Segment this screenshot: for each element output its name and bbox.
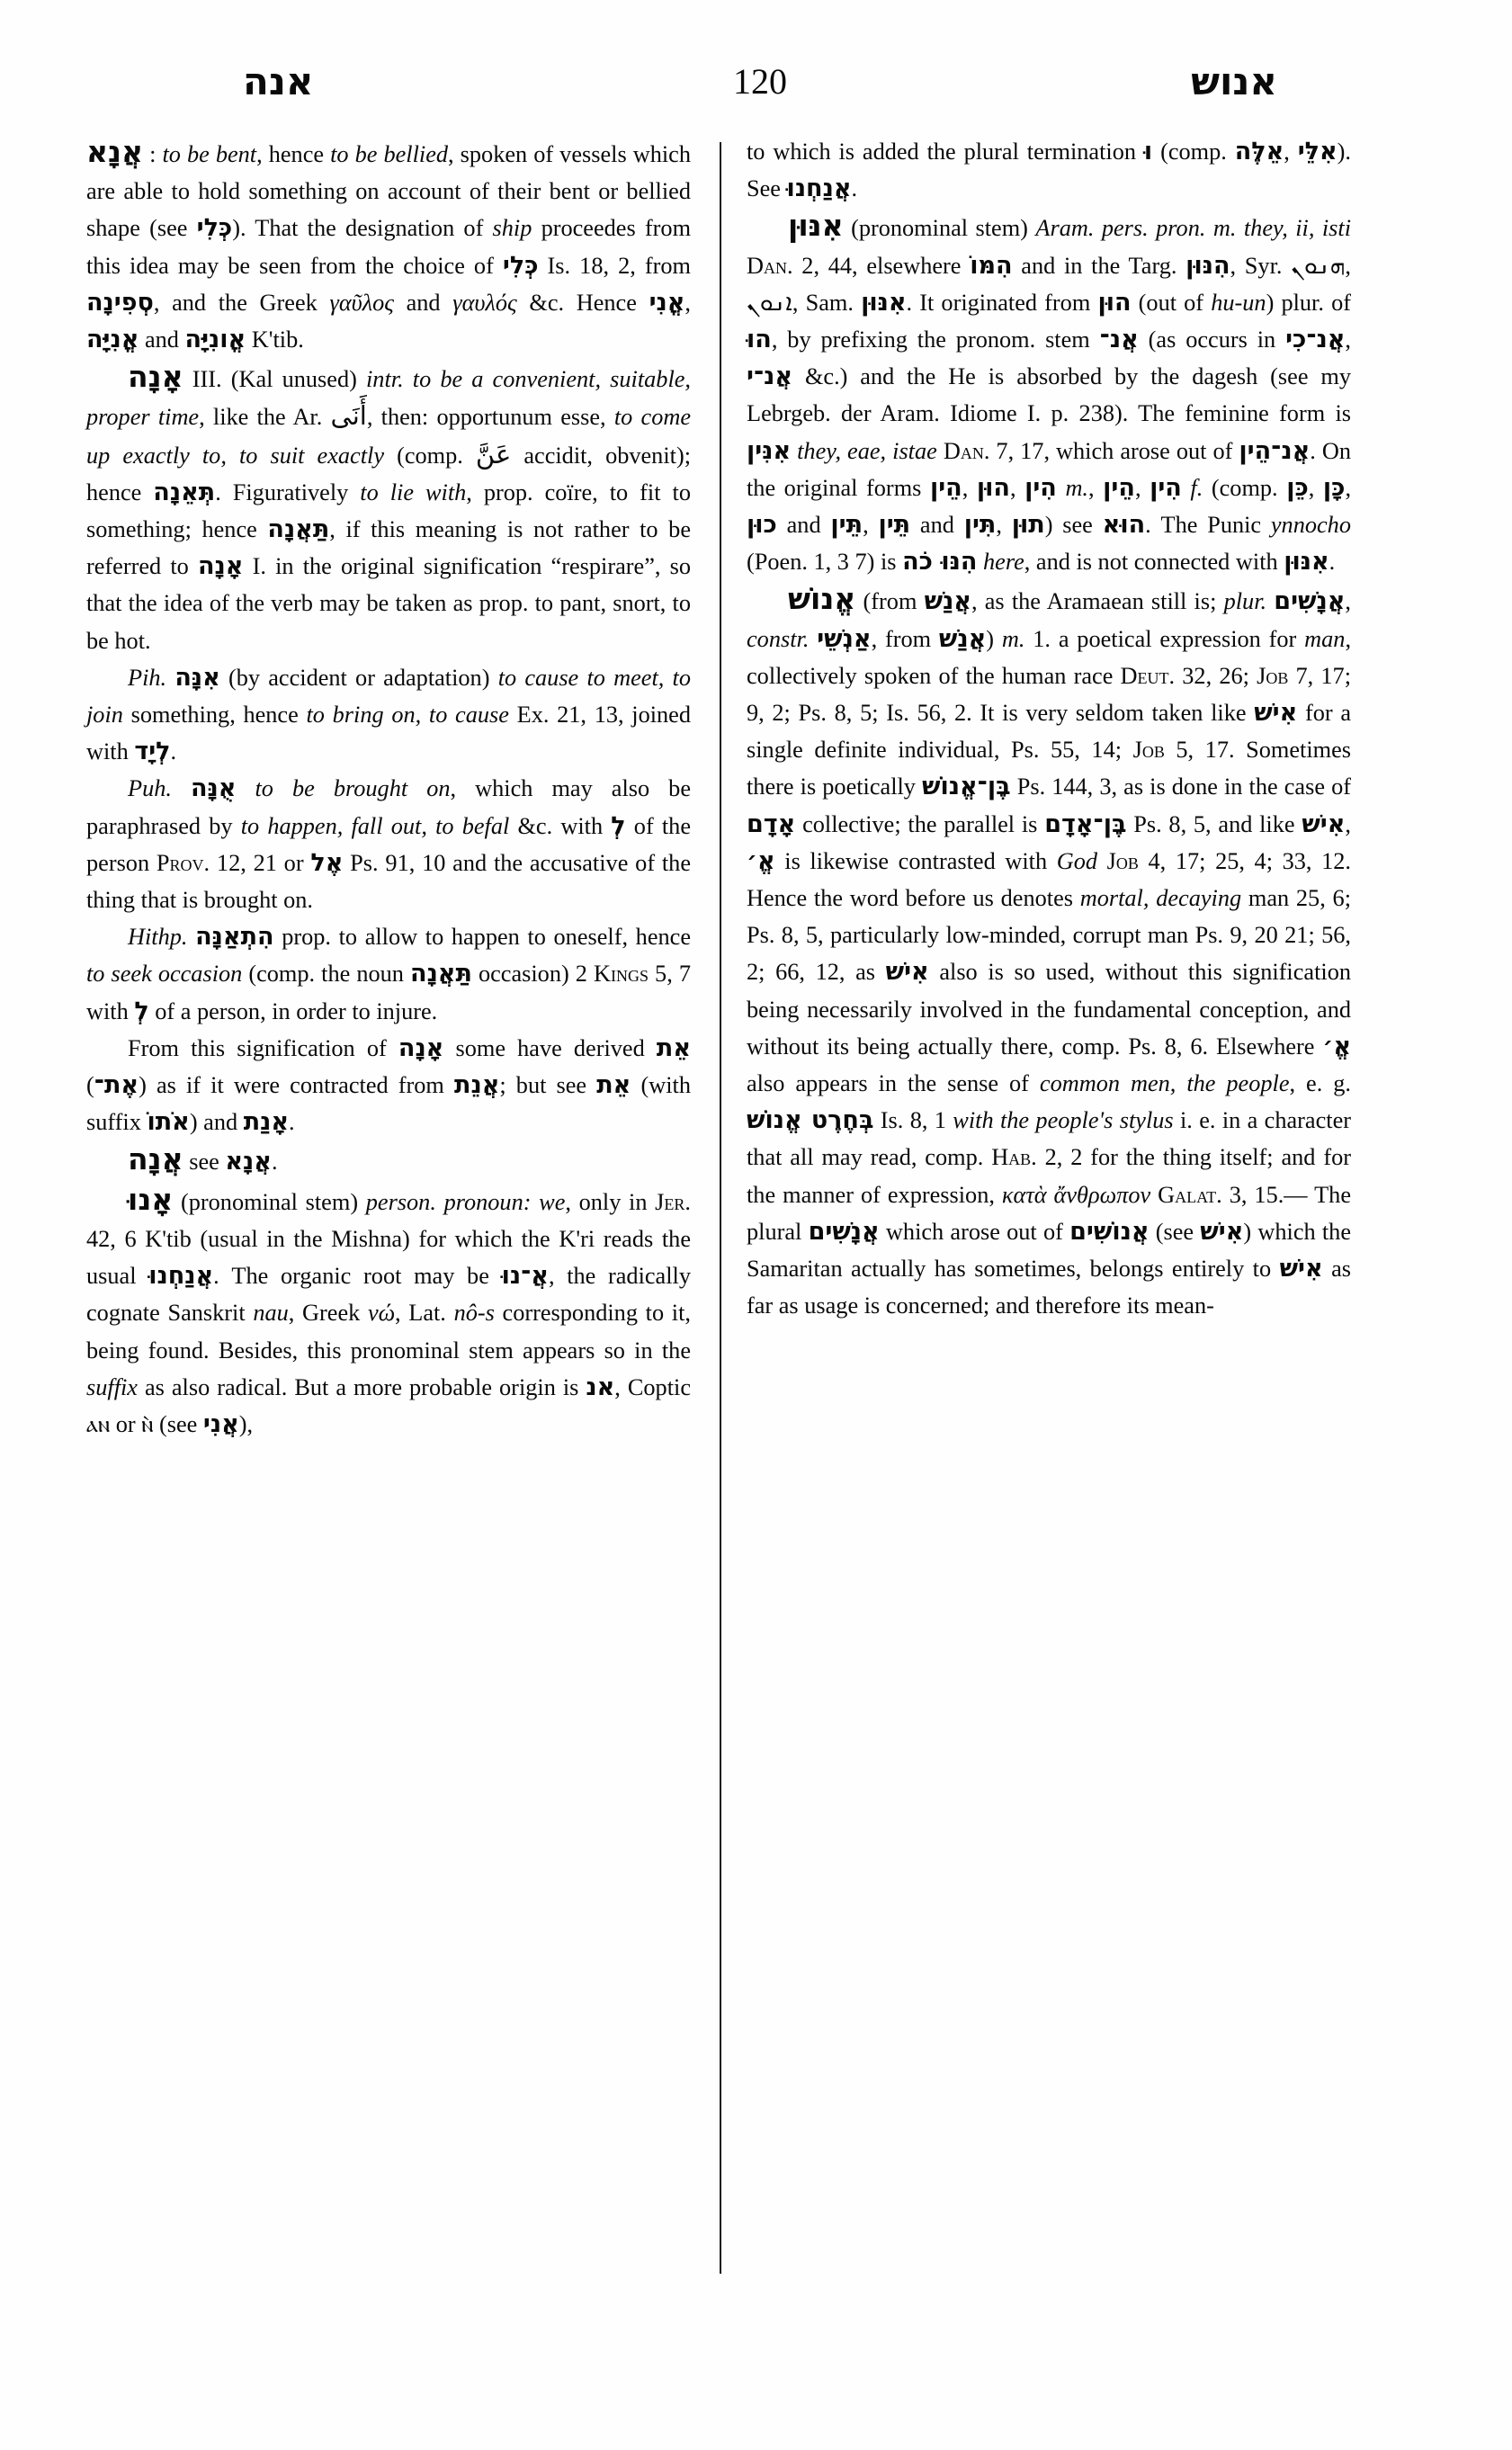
dictionary-entry: Puh. אֻנָּה to be brought on, which may also be paraphrased by to happen, fall out, to befal &c. with לְ of the person Prov. 12, 21 or אֶל Ps. 91, 10 and the accusative of the thing that is brought on. [86,774,692,914]
running-head-left-lemma: אנה [243,59,314,103]
dictionary-entry: אָנוּ (pronominal stem) person. pronoun: we, only in Jer. 42, 6 K'tib (usual in the Mishna) for which the K'ri reads the usual אֲנַחְנוּ. The organic root may be אֲ־נוּ, the radically cognate Sanskrit nau, Greek νώ, Lat. nô-s corresponding to it, being found. Besides, this pronominal stem appears so in the suffix as also radical. But a more probable origin is אנ, Coptic ⲁⲛ or ⲛ̀ (see אֲנִי), [86,1181,691,1438]
dictionary-entry: Hithp. הִתְאַנָּה prop. to allow to happen to oneself, hence to seek occasion (comp. the noun תַּאֲנָה occasion) 2 Kings 5, 7 with לְ of a person, in order to injure. [86,923,691,1025]
running-head [135,56,1385,119]
page-number: 120 [733,61,787,102]
dictionary-entry: אֲנָא : to be bent, hence to be bellied, spoken of vessels which are able to hold something on account of their bent or bellied shape (see כְּלִי). That the designation of ship proceedes from this idea may be seen from the choice of כְּלִי Is. 18, 2, from סְפִינָה, and the Greek γαῦλος and γαυλός &c. Hence אֳנִי, אֳנִיָּה and אֳונִיָּה K'tib. [86,134,692,354]
dictionary-entry: From this signification of אָנָה some have derived אֵת (אֶת־) as if it were contracted from אֲנֵת; but see אֵת (with suffix אֹתוֹ) and אָנַת. [86,1033,691,1137]
dictionary-entry: אֱנוֹשׁ (from אֲנַשׁ, as the Aramaean still is; plur. אֲנָשִׁים, constr. אַנְשֵׁי, from אֲנַשׁ) m. 1. a poetical expression for man, collectively spoken of the human race Deut. 32, 26; Job 7, 17; 9, 2; Ps. 8, 5; Is. 56, 2. It is very seldom taken like אִישׁ for a single definite individual, Ps. 55, 14; Job 5, 17. Sometimes there is poetically בֶּן־אֱנוֹשׁ Ps. 144, 3, as is done in the case of אָדָם collective; the parallel is בֶּן־אָדָם Ps. 8, 5, and like אִישׁ, אֱ׳ is likewise contrasted with God Job 4, 17; 25, 4; 33, 12. Hence the word before us denotes mortal, decaying man 25, 6; Ps. 8, 5, particularly low-minded, corrupt man Ps. 9, 20 21; 56, 2; 66, 12, as אִישׁ also is so used, without this signification being necessarily involved in the fundamental conception, and without its being actually there, comp. Ps. 8, 6. Elsewhere אֱ׳ also appears in the sense of common men, the people, e. g. בְּחֶרֶט אֱנוֹשׁ Is. 8, 1 with the people's stylus i. e. in a character that all may read, comp. Hab. 2, 2 for the thing itself; and for the manner of expression, κατὰ ἄνθρωπον Galat. 3, 15.— The plural אֲנָשִׁים which arose out of אֲנוֹשִׁים (see אִישׁ) which the Samaritan actually has sometimes, belongs entirely to אִישׁ as far as usage is concerned; and therefore its mean- [747,581,1352,1319]
right-column [747,133,1351,1325]
dictionary-entry: אִנּוּן (pronominal stem) Aram. pers. pron. m. they, ii, isti Dan. 2, 44, elsewhere הִמּוֹ and in the Targ. הִנּוּן, Syr. ܗܢܘܢ, ܐܢܘܢ, Sam. אִנּוּן. It originated from הוּן (out of hu-un) plur. of הוּ, by prefixing the pronom. stem אֲנ־ (as occurs in אֲנ־כִי, אֲנ־י &c.) and the He is absorbed by the dagesh (see my Lebrgeb. der Aram. Idiome I. p. 238). The feminine form is אִנִּין they, eae, istae Dan. 7, 17, which arose out of אֲנ־הֵין. On the original forms הֵין, הוּן, הִין m., הֵין, הִין f. (comp. כֵּן, כָּן, כוּן and תֵּין, תֵּין and תִּין, תוּן) see הוּא. The Punic ynnocho (Poen. 1, 3 7) is הִנּוּ כֹה here, and is not connected with אִנּוּן. [747,208,1352,577]
dictionary-entry: אֲנָה see אֲנָא. [128,1141,278,1177]
dictionary-entry: אָנָה III. (Kal unused) intr. to be a convenient, suitable, proper time, like the Ar. أَنَى, then: opportunum esse, to come up exactly to, to suit exactly (comp. عَنَّ accidit, obvenit); hence תְּאֵנָה. Figuratively to lie with, prop. coïre, to fit to something; hence תַּאֲנָה, if this meaning is not rather to be referred to אָנָה I. in the original signification “respirare”, so that the idea of the verb may be taken as prop. to pant, snort, to be hot. [86,359,692,654]
dictionary-entry: Pih. אִנָּה (by accident or adaptation) to cause to meet, to join something, hence to bring on, to cause Ex. 21, 13, joined with לְיָד. [86,663,691,766]
left-column [86,133,691,1444]
running-head-right-lemma: אנוש [1191,59,1277,103]
columns-container [0,133,1512,2292]
dictionary-entry: to which is added the plural termination וּ (comp. אֵלֶּה, אִלֵּי). See אֲנַחְנוּ. [747,138,1351,203]
